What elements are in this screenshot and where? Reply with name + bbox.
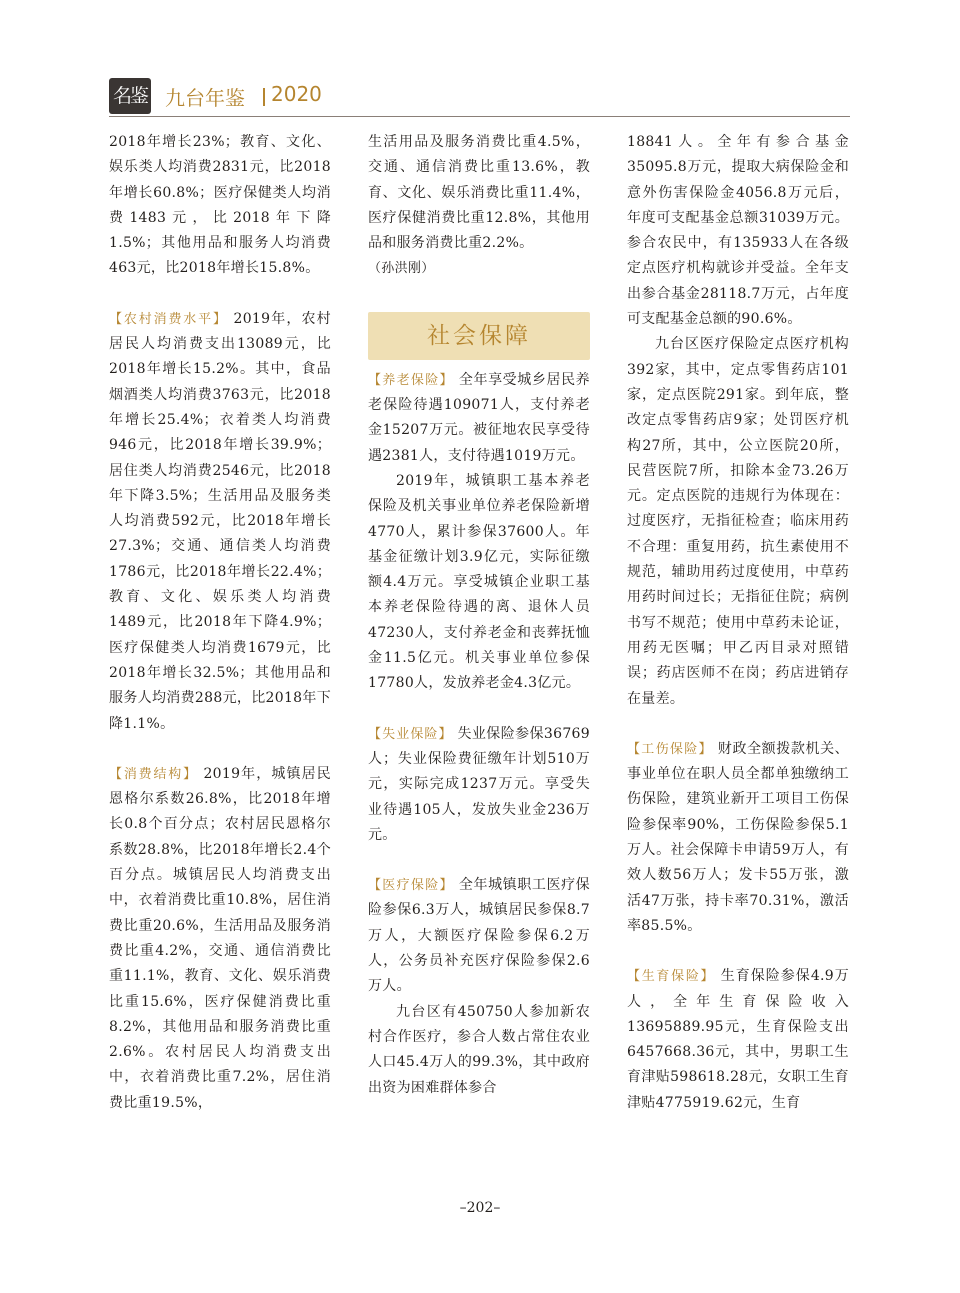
paragraph-text: 生育保险参保4.9万人，全年生育保险收入13695889.95元，生育保险支出6457668.36元，其中，男职工生育津贴598618.28元，女职工生育津贴4775919.62元，生育 bbox=[627, 968, 849, 1111]
section-label: 【医疗保险】 bbox=[368, 878, 454, 894]
paragraph: 九台区医疗保险定点医疗机构392家，其中，定点零售药店101家，定点医院291家。到年底，整改定点零售药店9家；处罚医疗机构27所，其中，公立医院20所，民营医院7所，扣除本金73.26万元。定点医院的违规行为体现在：过度医疗，无指征检查；临床用药不合理：重复用药，抗生素使用不规范，辅助用药过度使用，中草药用药时间过长；无指征住院；病例书写不规范；使用中草药未论证，用药无医嘱；甲乙丙目录对照错误；药店医师不在岗；药店进销存在量差。 bbox=[627, 336, 849, 707]
book-year: 2020 bbox=[271, 82, 322, 106]
section-label: 【消费结构】 bbox=[109, 766, 198, 782]
section-label: 【工伤保险】 bbox=[627, 741, 713, 757]
section-label: 【农村消费水平】 bbox=[109, 311, 228, 327]
section-label: 【生育保险】 bbox=[627, 969, 716, 985]
paragraph-text: 2019年，农村居民人均消费支出13089元，比2018年增长15.2%。其中，食品烟酒类人均消费3763元，比2018年增长25.4%；衣着类人均消费946元，比2018年增长39.9%；居住类人均消费2546元，比2018年下降3.5%；生活用品及服务类人均消费592元，比2018年增长27.3%；交通、通信类人均消费1786元，比2018年增长22.4%；教育、文化、娱乐类人均消费1489元，比2018年下降4.9%；医疗保健类人均消费1679元，比2018年增长32.5%；其他用品和服务人均消费288元，比2018年下降1.1%。 bbox=[109, 310, 331, 732]
paragraph: 九台区有450750人参加新农村合作医疗，参合人数占常住农业人口45.4万人的99.3%，其中政府出资为困难群体参合 bbox=[368, 1003, 590, 1096]
paragraph-text: 全年享受城乡居民养老保险待遇109071人，支付养老金15207万元。被征地农民享受待遇2381人，支付待遇1019万元。 bbox=[368, 371, 590, 464]
rural-consumption-paragraph bbox=[109, 307, 331, 737]
section-title-social-security: 社会保障 bbox=[368, 312, 590, 360]
column-3 bbox=[627, 130, 849, 1200]
paragraph-text: 失业保险参保36769人；失业保险费征缴年计划510万元，实际完成1237万元。享受失业待遇105人，发放失业金236万元。 bbox=[368, 725, 590, 843]
author-credit: （孙洪刚） bbox=[368, 261, 435, 277]
yearbook-logo: 名鉴 bbox=[109, 78, 151, 114]
header-rule bbox=[109, 116, 850, 117]
column-2 bbox=[368, 130, 590, 1200]
book-title: 九台年鉴 bbox=[165, 86, 245, 110]
section-label: 【养老保险】 bbox=[368, 372, 454, 388]
page-header bbox=[109, 78, 850, 118]
paragraph: 2018年增长23%；教育、文化、娱乐类人均消费2831元，比2018年增长60.8%；医疗保健类人均消费1483元，比2018年下降1.5%；其他用品和服务人均消费463元，比2018年增长15.8%。 bbox=[109, 134, 331, 277]
page-number: –202– bbox=[459, 1200, 501, 1216]
pension-paragraph bbox=[368, 368, 590, 469]
paragraph-text: 财政全额拨款机关、事业单位在职人员全都单独缴纳工伤保险，建筑业新开工项目工伤保险参保率90%，工伤保险参保5.1万人。社会保障卡申请59万人，有效人数56万人；发卡55万张，激活47万张，持卡率70.31%，激活率85.5%。 bbox=[627, 740, 849, 934]
work-injury-paragraph bbox=[627, 737, 849, 939]
header-separator bbox=[263, 88, 265, 106]
section-label: 【失业保险】 bbox=[368, 726, 453, 742]
unemployment-paragraph bbox=[368, 722, 590, 848]
paragraph-text: 2019年，城镇居民恩格尔系数26.8%，比2018年增长0.8个百分点；农村居民恩格尔系数28.8%，比2018年增长2.4个百分点。城镇居民人均消费支出中，衣着消费比重10.8%，居住消费比重20.6%，生活用品及服务消费比重4.2%，交通、通信消费比重11.1%，教育、文化、娱乐消费比重15.6%，医疗保健消费比重8.2%，其他用品和服务消费比重2.6%。农村居民人均消费支出中，衣着消费比重7.2%，居住消费比重19.5%， bbox=[109, 765, 331, 1111]
paragraph: 生活用品及服务消费比重4.5%，交通、通信消费比重13.6%，教育、文化、娱乐消费比重11.4%，医疗保健消费比重12.8%，其他用品和服务消费比重2.2%。 bbox=[368, 134, 590, 252]
column-1 bbox=[109, 130, 331, 1200]
paragraph-text: 全年城镇职工医疗保险参保6.3万人，城镇居民参保8.7万人，大额医疗保险参保6.2万人，公务员补充医疗保险参保2.6万人。 bbox=[368, 877, 590, 995]
maternity-paragraph bbox=[627, 964, 849, 1116]
consumption-structure-paragraph bbox=[109, 762, 331, 1116]
paragraph: 2019年，城镇职工基本养老保险及机关事业单位养老保险新增4770人，累计参保37600人。年基金征缴计划3.9亿元，实际征缴额4.4万元。享受城镇企业职工基本养老保险待遇的离、退休人员47230人，支付养老金和丧葬抚恤金11.5亿元。机关事业单位参保17780人，发放养老金4.3亿元。 bbox=[368, 472, 590, 692]
paragraph: 18841人。全年有参合基金35095.8万元，提取大病保险金和意外伤害保险金4056.8万元后，年度可支配基金总额31039万元。参合农民中，有135933人在各级定点医疗机构就诊并受益。全年支出参合基金28118.7万元，占年度可支配基金总额的90.6%。 bbox=[627, 134, 849, 328]
medical-paragraph bbox=[368, 873, 590, 999]
